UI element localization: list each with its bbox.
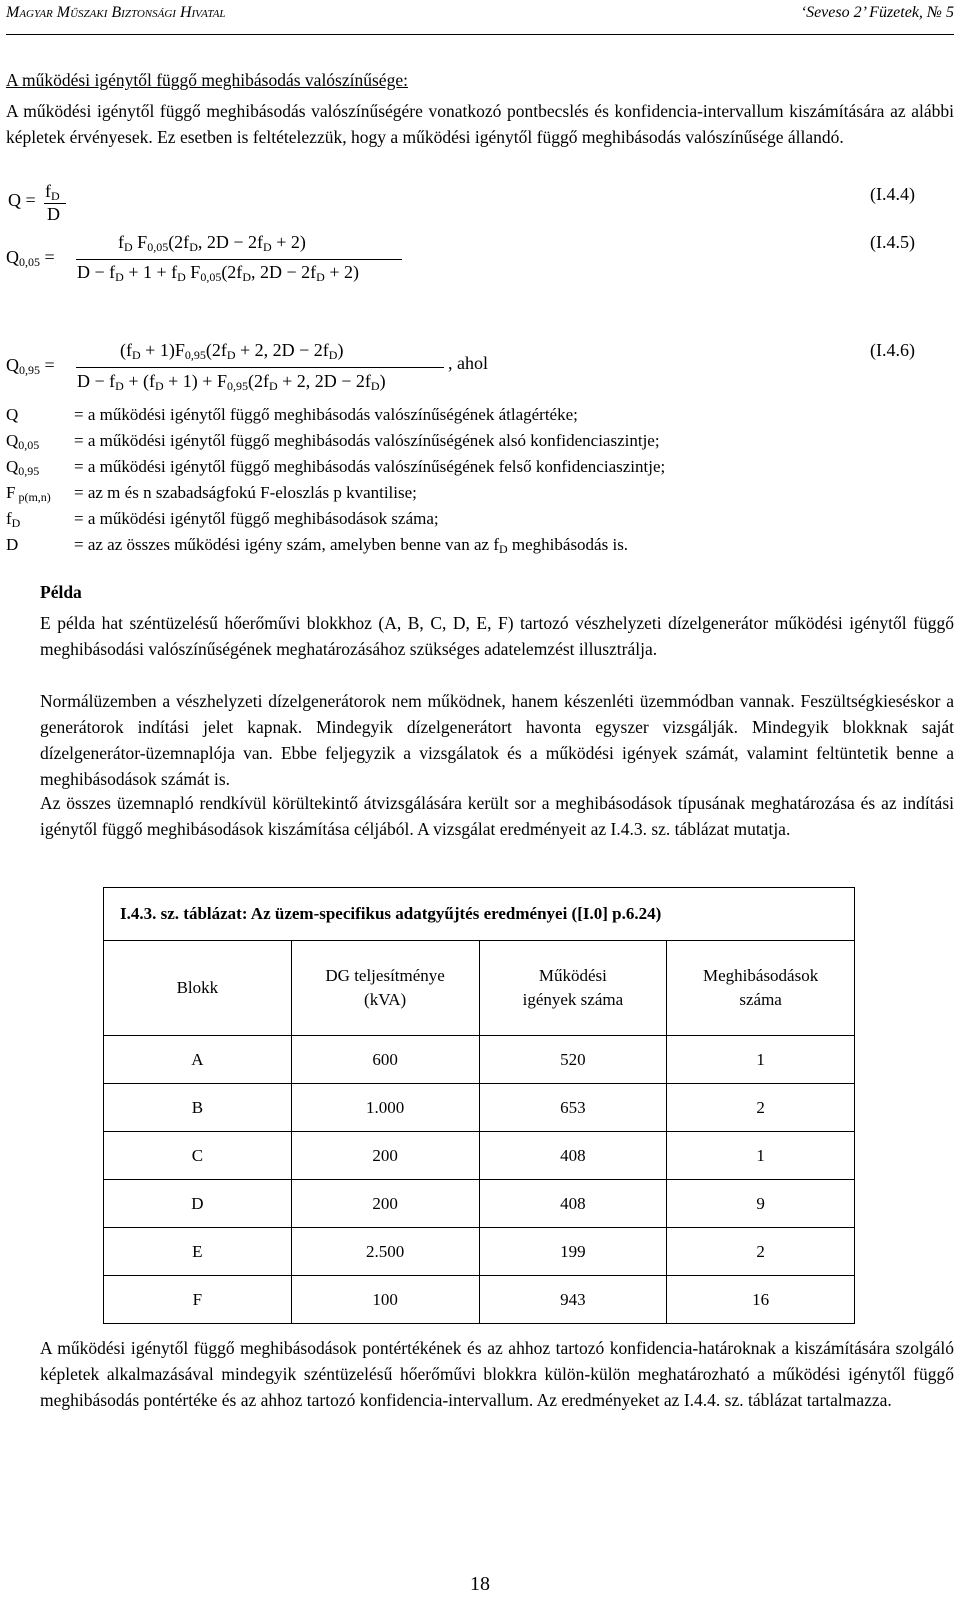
- table-header-cell: DG teljesítménye (kVA): [291, 941, 479, 1036]
- header-left: Magyar Műszaki Biztonsági Hivatal: [6, 4, 226, 21]
- equation-label: (I.4.4): [870, 184, 915, 204]
- table-header-cell: Működési igények száma: [479, 941, 667, 1036]
- table-row: [104, 1132, 855, 1180]
- table-cell: 100: [291, 1276, 479, 1324]
- table-cell: 2.500: [291, 1228, 479, 1276]
- table-cell: E: [104, 1228, 292, 1276]
- table-row: [104, 1036, 855, 1084]
- table-cell: 9: [667, 1180, 855, 1228]
- table-cell: 943: [479, 1276, 667, 1324]
- intro-paragraph: A működési igénytől függő meghibásodás valószínűségére vonatkozó pontbecslés és konfidencia-intervallum kiszámítására az alábbi képletek érvényesek. Ez esetben is feltételezzük, hogy a működési igénytől függő meghibásodás valószínűsége állandó.: [6, 101, 954, 147]
- table-cell: F: [104, 1276, 292, 1324]
- table-caption: I.4.3. sz. táblázat: Az üzem-specifikus adatgyűjtés eredményei ([I.0] p.6.24): [104, 888, 855, 941]
- table-cell: 653: [479, 1084, 667, 1132]
- table-header-cell: Blokk: [104, 941, 292, 1036]
- table-cell: D: [104, 1180, 292, 1228]
- table-row: [104, 1180, 855, 1228]
- example-paragraph: Normálüzemben a vészhelyzeti dízelgenerátorok nem működnek, hanem készenléti üzemmódban vannak. Feszültségkieséskor a generátorok indítási jelet kapnak. Mindegyik dízelgenerátort havonta egyszer vizsgálják. Mindegyik blokknak saját dízelgenerátor-üzemnaplója van. Ebbe feljegyzik a vizsgálatok és a működési igények számát, valamint feltüntetik benne a meghibásodások számát is.: [40, 691, 954, 789]
- header-rule: [6, 34, 954, 35]
- closing-paragraph: A működési igénytől függő meghibásodások pontértékének és az ahhoz tartozó konfidencia-határoknak a kiszámítására szolgáló képletek alkalmazásával mindegyik széntüzelésű hőerőművi blokkra külön-külön meghatározható a működési igénytől függő meghibásodás pontértéke és az ahhoz tartozó konfidencia-intervallum. Az eredményeket az I.4.4. sz. táblázat tartalmazza.: [40, 1338, 954, 1410]
- header-right: ‘Seveso 2’ Füzetek, № 5: [800, 4, 954, 21]
- table-cell: A: [104, 1036, 292, 1084]
- section-title: A működési igénytől függő meghibásodás valószínűsége:: [6, 70, 408, 90]
- table-cell: B: [104, 1084, 292, 1132]
- table-cell: 200: [291, 1132, 479, 1180]
- table-cell: 2: [667, 1228, 855, 1276]
- table-cell: 408: [479, 1132, 667, 1180]
- table-row: [104, 1276, 855, 1324]
- page-number: 18: [470, 1573, 490, 1595]
- table-cell: C: [104, 1132, 292, 1180]
- example-heading: Példa: [40, 582, 82, 602]
- table-cell: 16: [667, 1276, 855, 1324]
- table-cell: 200: [291, 1180, 479, 1228]
- table-row: [104, 1084, 855, 1132]
- table-cell: 199: [479, 1228, 667, 1276]
- example-paragraph: E példa hat széntüzelésű hőerőművi blokkhoz (A, B, C, D, E, F) tartozó vészhelyzeti dízelgenerátor működési igénytől függő meghibásodási valószínűségének meghatározásához szükséges adatelemzést illusztrálja.: [40, 613, 954, 659]
- table-cell: 1.000: [291, 1084, 479, 1132]
- table-cell: 2: [667, 1084, 855, 1132]
- table-row: [104, 1228, 855, 1276]
- table-cell: 1: [667, 1132, 855, 1180]
- table-header-row: [104, 941, 855, 1036]
- table-cell: 600: [291, 1036, 479, 1084]
- equation-label: (I.4.5): [870, 232, 915, 252]
- table-cell: 408: [479, 1180, 667, 1228]
- example-paragraph: Az összes üzemnapló rendkívül körültekintő átvizsgálására került sor a meghibásodások típusának meghatározása és az indítási igénytől függő meghibásodások kiszámítása céljából. A vizsgálat eredményeit az I.4.3. sz. táblázat mutatja.: [40, 793, 954, 839]
- equation-label: (I.4.6): [870, 340, 915, 360]
- table-cell: 520: [479, 1036, 667, 1084]
- table-header-cell: Meghibásodások száma: [667, 941, 855, 1036]
- data-table: [103, 887, 855, 1324]
- table-cell: 1: [667, 1036, 855, 1084]
